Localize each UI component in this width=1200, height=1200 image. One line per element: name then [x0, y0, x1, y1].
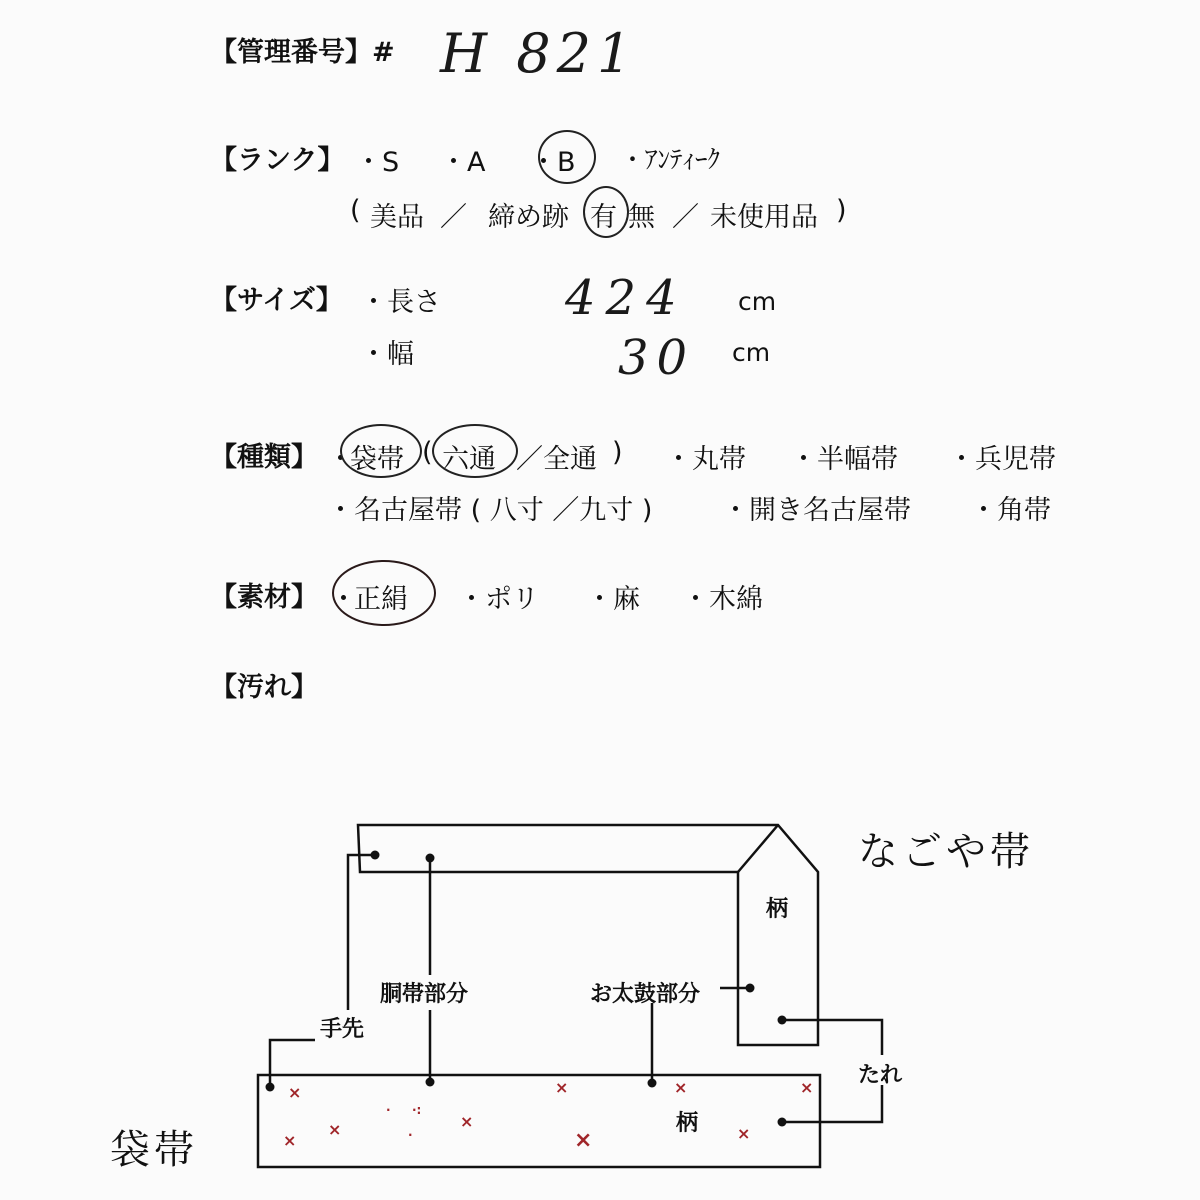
tare-connector-bottom — [782, 1085, 882, 1122]
rank-sub-shimeato: 締め跡 — [488, 202, 569, 233]
rank-sub-close: ) — [836, 195, 847, 226]
stain-mark: × — [737, 1124, 751, 1143]
rank-sub-bihin: 美品 — [370, 202, 424, 233]
stain-mark: × — [574, 1128, 593, 1153]
tesaki-connector — [348, 855, 375, 1010]
type-fukuro: 袋帯 — [350, 444, 404, 475]
stain-mark: · — [408, 1128, 413, 1142]
size-width-label: ・幅 — [360, 339, 414, 370]
type-heko: ・兵児帯 — [948, 444, 1056, 475]
type-hiraki-nagoya: ・開き名古屋帯 — [722, 495, 911, 526]
rank-option-s: ・S — [355, 147, 400, 178]
size-width-value: 30 — [618, 330, 696, 386]
type-kaku: ・角帯 — [970, 495, 1051, 526]
material-label: 【素材】 — [210, 582, 318, 613]
type-hanhaba: ・半幅帯 — [790, 444, 898, 475]
rank-sub-slash1: ／ — [440, 202, 467, 233]
nagoya-title: なごや帯 — [858, 829, 1034, 875]
rank-sub-slash2: ／ — [672, 202, 699, 233]
size-length-unit: cm — [738, 287, 777, 316]
material-asa: ・麻 — [586, 584, 640, 615]
type-maru: ・丸帯 — [665, 444, 746, 475]
management-label: 【管理番号】# — [210, 37, 395, 68]
size-length-label: ・長さ — [360, 287, 441, 318]
size-length-value: 424 — [565, 270, 687, 326]
fukuro-obi-outline — [258, 1075, 820, 1167]
type-paren-close: ) — [612, 437, 623, 468]
pattern-label-bottom: 柄 — [676, 1111, 699, 1136]
nagoya-fold-line — [738, 825, 778, 872]
stain-mark: ·: — [412, 1103, 422, 1117]
rank-sub-no: 無 — [628, 202, 655, 233]
dobu-label: 胴帯部分 — [380, 982, 469, 1007]
material-cotton: ・木綿 — [682, 584, 763, 615]
size-label: 【サイズ】 — [210, 285, 343, 316]
stain-mark: × — [288, 1083, 302, 1102]
rank-label: 【ランク】 — [210, 145, 345, 176]
tare-label: たれ — [858, 1063, 903, 1088]
stain-mark: × — [283, 1131, 297, 1150]
stain-mark: × — [800, 1078, 814, 1097]
pattern-label-top: 柄 — [766, 897, 789, 922]
stain-mark: × — [328, 1120, 342, 1139]
fukuro-title: 袋帯 — [110, 1127, 198, 1173]
stain-label: 【汚れ】 — [210, 672, 318, 703]
rank-option-antique: ・ｱﾝﾃｨｰｸ — [620, 145, 721, 174]
material-poly: ・ポリ — [458, 584, 539, 615]
tesaki-connector-bottom — [270, 1040, 315, 1085]
rank-option-a: ・A — [440, 147, 486, 178]
stain-mark: · — [386, 1103, 391, 1117]
stain-mark: × — [555, 1078, 569, 1097]
material-bullet: ・ — [330, 584, 357, 615]
rank-sub-unused: 未使用品 — [710, 202, 818, 233]
rank-option-b: ・B — [530, 147, 576, 178]
management-number: H 821 — [440, 22, 638, 85]
stain-mark: × — [674, 1078, 688, 1097]
type-zentsu: ／全通 — [516, 444, 597, 475]
type-bullet: ・ — [327, 444, 354, 475]
tesaki-label: 手先 — [320, 1017, 365, 1042]
rank-sub-yes: 有 — [590, 202, 617, 233]
size-width-unit: cm — [732, 338, 771, 367]
type-nagoya: ・名古屋帯 ( 八寸 ／九寸 ) — [327, 495, 653, 526]
type-rokutsu: 六通 — [442, 444, 496, 475]
type-label: 【種類】 — [210, 442, 318, 473]
otaiko-label: お太鼓部分 — [590, 982, 701, 1007]
material-silk: 正絹 — [354, 584, 408, 615]
tare-connector-top — [782, 1020, 882, 1055]
stain-mark: × — [460, 1112, 474, 1131]
type-paren-open: ( — [422, 437, 433, 468]
rank-sub-open: ( — [350, 195, 361, 226]
